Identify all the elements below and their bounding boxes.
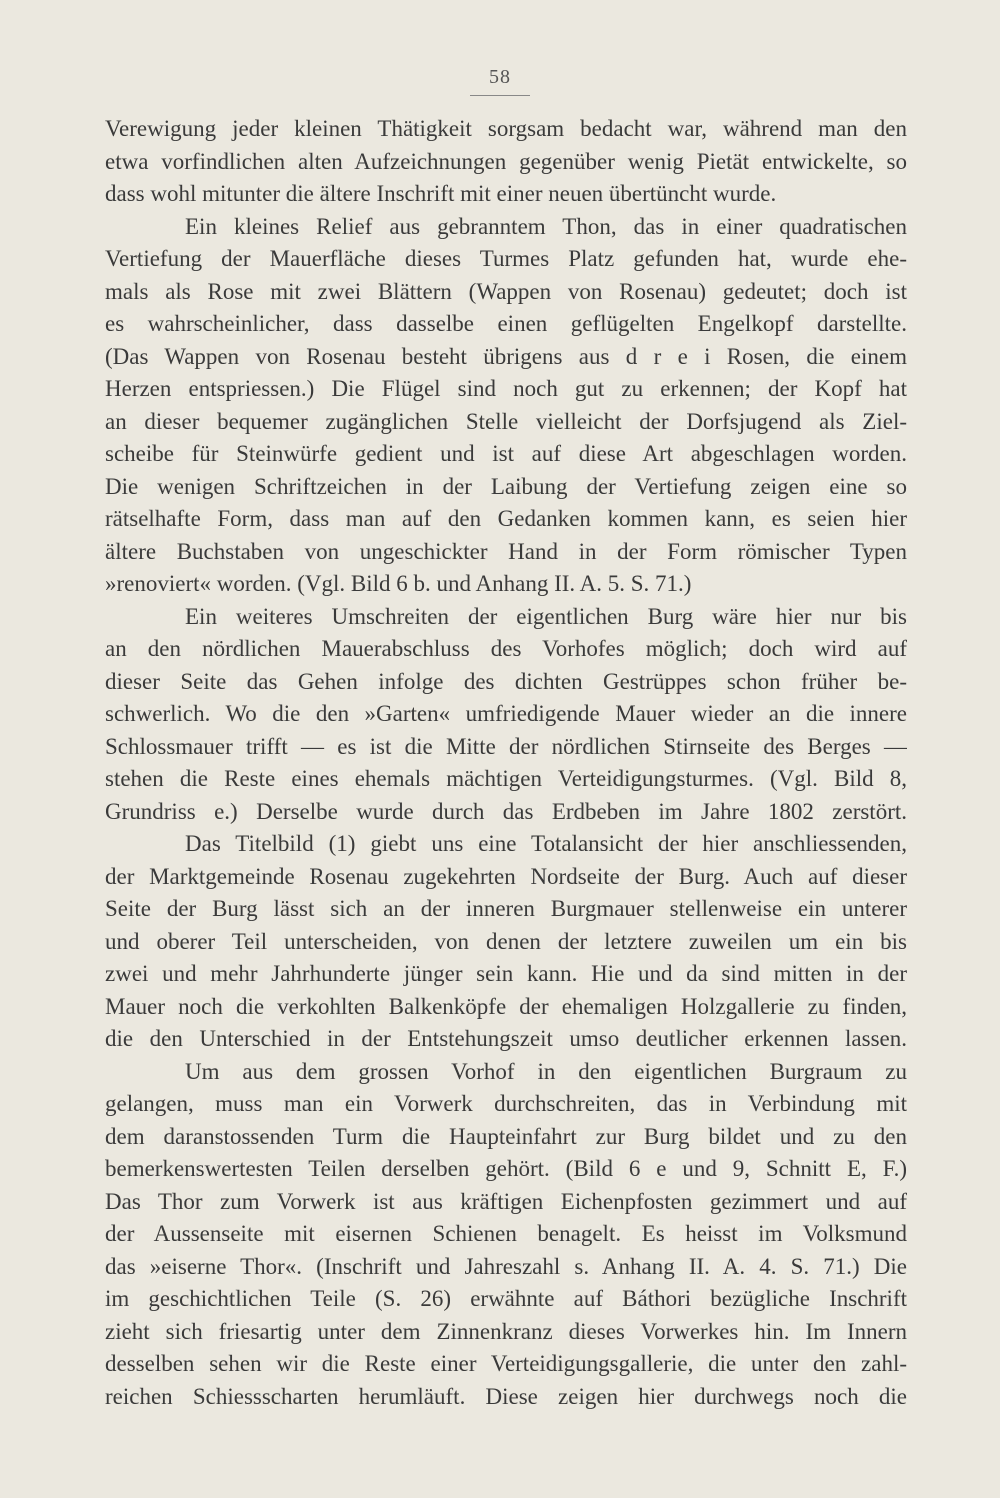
text-line: stehen die Reste eines ehemals mächtigen Verteidigungsturmes. (Vgl. Bild 8,: [105, 766, 907, 791]
text-line: dieser Seite das Gehen infolge des dichten Gestrüppes schon früher be-: [105, 668, 907, 694]
text-line: Mauer noch die verkohlten Balkenköpfe der ehemaligen Holzgallerie zu finden,: [105, 993, 907, 1019]
text-line: das »eiserne Thor«. (Inschrift und Jahreszahl s. Anhang II. A. 4. S. 71.) Die: [105, 1253, 907, 1279]
text-line: Das Titelbild (1) giebt uns eine Totalansicht der hier anschliessenden,: [185, 831, 907, 856]
header-rule: [470, 95, 530, 96]
text-line: zieht sich friesartig unter dem Zinnenkranz dieses Vorwerkes hin. Im Innern: [105, 1318, 907, 1344]
text-line: schwerlich. Wo die den »Garten« umfriedigende Mauer wieder an die innere: [105, 701, 907, 726]
text-line: gelangen, muss man ein Vorwerk durchschreiten, das in Verbindung mit: [105, 1091, 907, 1116]
text-line: die den Unterschied in der Entstehungszeit umso deutlicher erkennen lassen.: [105, 1026, 907, 1051]
text-line: reichen Schiessscharten herumläuft. Diese zeigen hier durchwegs noch die: [105, 1383, 907, 1409]
text-line: Das Thor zum Vorwerk ist aus kräftigen Eichenpfosten gezimmert und auf: [105, 1188, 907, 1214]
text-line: zwei und mehr Jahrhunderte jünger sein kann. Hie und da sind mitten in der: [105, 961, 907, 986]
text-line: dem daranstossenden Turm die Haupteinfahrt zur Burg bildet und zu den: [105, 1123, 907, 1149]
text-line: der Aussenseite mit eisernen Schienen benagelt. Es heisst im Volksmund: [105, 1221, 907, 1246]
text-line: Die wenigen Schriftzeichen in der Laibung der Vertiefung zeigen eine so: [105, 473, 907, 499]
text-line: etwa vorfindlichen alten Aufzeichnungen gegenüber wenig Pietät entwickelte, so: [105, 148, 907, 174]
text-line: es wahrscheinlicher, dass dasselbe einen geflügelten Engelkopf darstellte.: [105, 311, 907, 336]
text-line: mals als Rose mit zwei Blättern (Wappen von Rosenau) gedeutet; doch ist: [105, 278, 907, 304]
text-line: Schlossmauer trifft — es ist die Mitte der nördlichen Stirnseite des Berges —: [105, 733, 907, 759]
text-line: rätselhafte Form, dass man auf den Gedanken kommen kann, es seien hier: [105, 506, 907, 531]
text-line: desselben sehen wir die Reste einer Verteidigungsgallerie, die unter den zahl-: [105, 1351, 907, 1376]
text-line: der Marktgemeinde Rosenau zugekehrten Nordseite der Burg. Auch auf dieser: [105, 863, 907, 889]
text-line: Ein weiteres Umschreiten der eigentlichen Burg wäre hier nur bis: [185, 603, 907, 629]
text-line: dass wohl mitunter die ältere Inschrift mit einer neuen übertüncht wurde.: [105, 181, 777, 206]
text-line: scheibe für Steinwürfe gedient und ist auf diese Art abgeschlagen worden.: [105, 441, 907, 466]
text-line: bemerkenswertesten Teilen derselben gehört. (Bild 6 e und 9, Schnitt E, F.): [105, 1156, 907, 1181]
text-line: Seite der Burg lässt sich an der inneren Burgmauer stellenweise ein unterer: [105, 896, 907, 921]
text-line: Herzen entspriessen.) Die Flügel sind noch gut zu erkennen; der Kopf hat: [105, 376, 907, 401]
text-line: und oberer Teil unterscheiden, von denen der letztere zuweilen um ein bis: [105, 928, 907, 954]
text-line: (Das Wappen von Rosenau besteht übrigens aus d r e i Rosen, die einem: [105, 343, 907, 369]
text-line: Grundriss e.) Derselbe wurde durch das Erdbeben im Jahre 1802 zerstört.: [105, 798, 907, 824]
text-line: Ein kleines Relief aus gebranntem Thon, das in einer quadratischen: [185, 213, 907, 239]
body-text: [105, 113, 907, 1413]
text-line: Um aus dem grossen Vorhof in den eigentlichen Burgraum zu: [185, 1058, 907, 1084]
text-line: im geschichtlichen Teile (S. 26) erwähnte auf Báthori bezügliche Inschrift: [105, 1286, 907, 1311]
text-line: »renoviert« worden. (Vgl. Bild 6 b. und Anhang II. A. 5. S. 71.): [105, 571, 692, 596]
page-number: 58: [489, 66, 511, 88]
text-line: Verewigung jeder kleinen Thätigkeit sorgsam bedacht war, während man den: [105, 116, 907, 141]
text-line: an dieser bequemer zugänglichen Stelle vielleicht der Dorfsjugend als Ziel-: [105, 408, 907, 434]
text-line: ältere Buchstaben von ungeschickter Hand in der Form römischer Typen: [105, 538, 907, 564]
text-line: an den nördlichen Mauerabschluss des Vorhofes möglich; doch wird auf: [105, 636, 907, 661]
text-line: Vertiefung der Mauerfläche dieses Turmes Platz gefunden hat, wurde ehe-: [105, 246, 907, 271]
